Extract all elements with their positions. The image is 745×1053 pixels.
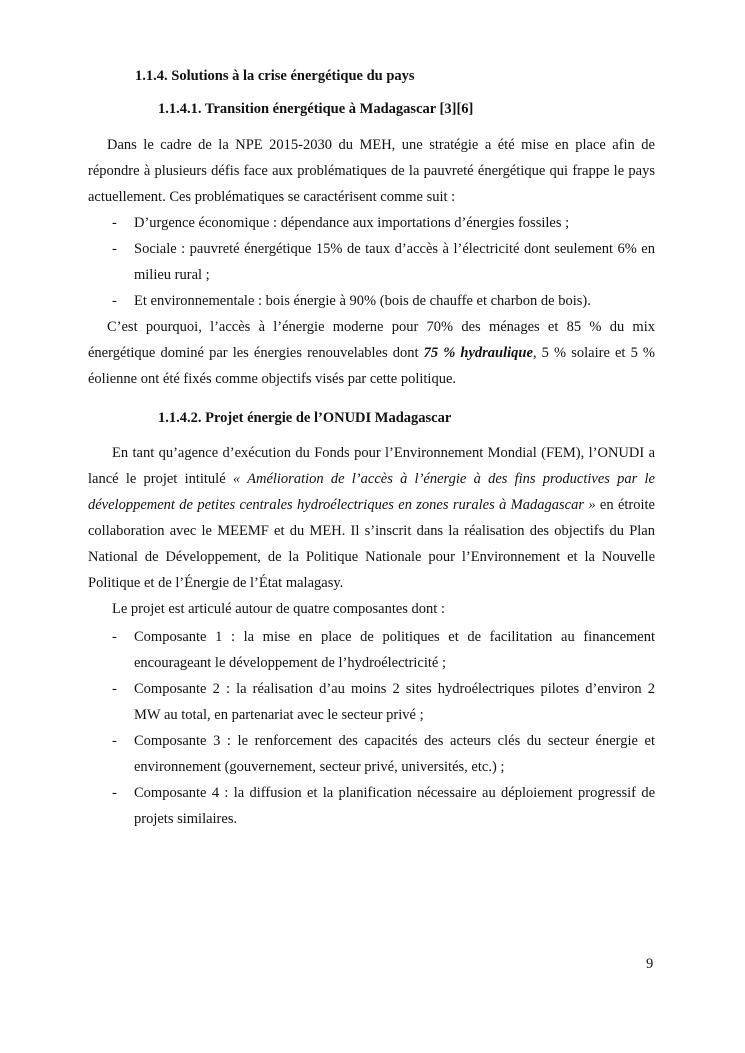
problem-list — [88, 210, 655, 314]
list-item — [88, 676, 655, 728]
page-number: 9 — [646, 956, 654, 972]
bullet-dash: - — [112, 215, 117, 231]
list-item-text: D’urgence économique : dépendance aux importations d’énergies fossiles ; — [134, 215, 570, 231]
conclusion-paragraph — [88, 314, 655, 392]
components-list — [88, 624, 655, 832]
project-title: « Amélioration de l’accès à l’énergie à des fins productives par le développement de petites centrales hydroélectriques en zones rurales à Madagascar » — [88, 471, 655, 513]
list-item-text: Composante 2 : la réalisation d’au moins 2 sites hydroélectriques pilotes d’environ 2 MW au total, en partenariat avec le secteur privé ; — [134, 681, 655, 723]
list-item — [88, 780, 655, 832]
list-item — [88, 624, 655, 676]
bullet-dash: - — [112, 241, 117, 257]
list-item — [88, 236, 655, 288]
intro-paragraph — [88, 132, 655, 210]
bullet-dash: - — [112, 293, 117, 309]
conclusion-text: C’est pourquoi, l’accès à l’énergie moderne pour 70% des ménages et 85 % du mix énergétique dominé par les énergies renouvelables dont 75 % hydraulique, 5 % solaire et 5 % éolienne ont été fixés comme objectifs visés par cette politique. — [88, 319, 656, 387]
bullet-dash: - — [112, 681, 117, 697]
section-heading-1-1-4: 1.1.4. Solutions à la crise énergétique du pays — [135, 68, 415, 84]
bullet-dash: - — [112, 785, 117, 801]
list-item-text: Sociale : pauvreté énergétique 15% de taux d’accès à l’électricité dont seulement 6% en milieu rural ; — [134, 241, 655, 283]
list-item — [88, 210, 655, 236]
onudi-paragraph — [88, 440, 655, 596]
list-item-text: Composante 4 : la diffusion et la planification nécessaire au déploiement progressif de projets similaires. — [134, 785, 655, 827]
onudi-text: En tant qu’agence d’exécution du Fonds pour l’Environnement Mondial (FEM), l’ONUDI a lancé le projet intitulé « Amélioration de l’accès à l’énergie à des fins productives par le développement de petites centrales hydroélectriques en zones rurales à Madagascar » en étroite collaboration avec le MEEMF et du MEH. Il s’inscrit dans la réalisation des objectifs du Plan National de Développement, de la Politique Nationale pour l’Environnement et la Nouvelle Politique et de l’Énergie de l’État malagasy. — [88, 445, 655, 591]
hydraulic-emphasis: 75 % hydraulique — [423, 345, 533, 361]
intro-text: Dans le cadre de la NPE 2015-2030 du MEH, une stratégie a été mise en place afin de répondre à plusieurs défis face aux problématiques de la pauvreté énergétique qui frappe le pays actuellement. Ces problématiques se caractérisent comme suit : — [88, 137, 655, 205]
subsection-heading-1-1-4-2: 1.1.4.2. Projet énergie de l’ONUDI Madagascar — [158, 410, 452, 426]
components-intro-text: Le projet est articulé autour de quatre composantes dont : — [112, 601, 445, 617]
bullet-dash: - — [112, 733, 117, 749]
bullet-dash: - — [112, 629, 117, 645]
components-intro-paragraph — [88, 596, 655, 622]
list-item-text: Composante 3 : le renforcement des capacités des acteurs clés du secteur énergie et environnement (gouvernement, secteur privé, universités, etc.) ; — [134, 733, 655, 775]
list-item-text: Et environnementale : bois énergie à 90% (bois de chauffe et charbon de bois). — [134, 293, 591, 309]
list-item — [88, 728, 655, 780]
list-item-text: Composante 1 : la mise en place de politiques et de facilitation au financement encourageant le développement de l’hydroélectricité ; — [134, 629, 655, 671]
subsection-heading-1-1-4-1: 1.1.4.1. Transition énergétique à Madagascar [3][6] — [158, 101, 474, 117]
list-item — [88, 288, 655, 314]
